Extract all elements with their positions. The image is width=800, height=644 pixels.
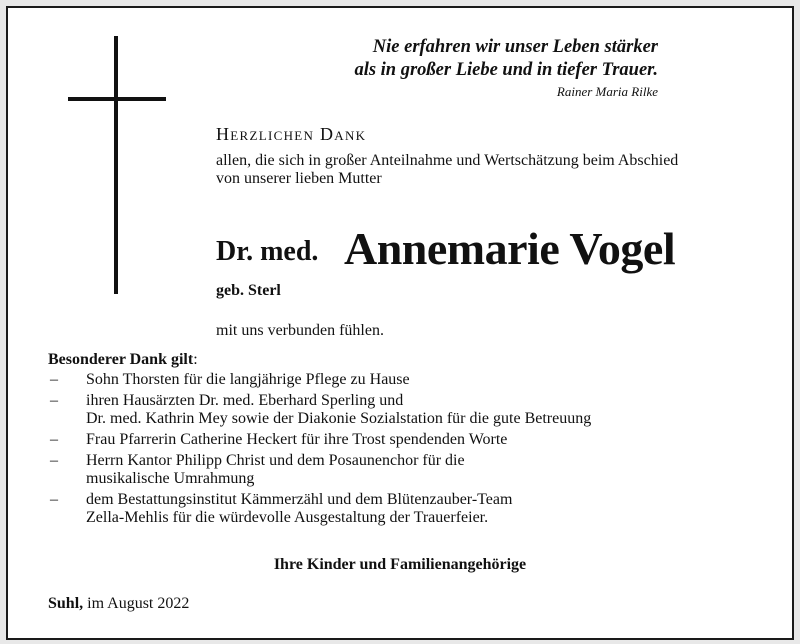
list-item [48,452,778,488]
list-item-line: dem Bestattungsinstitut Kämmerzähl und dem Blütenzauber-Team [86,491,513,508]
list-item [48,431,778,449]
dash-bullet: – [50,371,58,388]
list-item-line: Frau Pfarrerin Catherine Heckert für ihre Trost spendenden Worte [86,431,508,448]
thanks-intro-line-2: von unserer lieben Mutter [216,170,382,187]
deceased-maiden-name: geb. Sterl [216,282,281,299]
thanks-intro [216,152,776,188]
quote-line-2: als in großer Liebe und in tiefer Trauer. [354,60,658,80]
dash-bullet: – [50,392,58,409]
cross-icon-horizontal-bar [68,97,166,101]
place-date [48,595,189,613]
signature: Ihre Kinder und Familienangehörige [273,556,527,573]
special-thanks-heading-colon: : [193,351,198,368]
quote [248,36,658,82]
list-item-line: Zella-Mehlis für die würdevolle Ausgestaltung der Trauerfeier. [86,509,489,526]
list-item [48,371,778,389]
quote-author: Rainer Maria Rilke [556,84,658,99]
thanks-heading: Herzlichen Dank [216,124,367,144]
special-thanks-heading [48,351,198,369]
cross-icon-vertical-bar [114,36,118,294]
special-thanks-list [48,371,778,530]
date: im August 2022 [83,595,190,612]
list-item-line: musikalische Umrahmung [86,470,255,487]
quote-line-1: Nie erfahren wir unser Leben stärker [372,37,658,57]
dash-bullet: – [50,452,58,469]
place: Suhl, [48,595,84,612]
list-item-line: Sohn Thorsten für die langjährige Pflege zu Hause [86,371,410,388]
deceased-title: Dr. med. [216,236,319,267]
special-thanks-heading-bold: Besonderer Dank gilt [48,351,194,368]
deceased-name: Annemarie Vogel [344,223,676,274]
thanks-intro-line-1: allen, die sich in großer Anteilnahme und Wertschätzung beim Abschied [216,152,679,169]
dash-bullet: – [50,491,58,508]
dash-bullet: – [50,431,58,448]
list-item [48,491,778,527]
obituary-notice [6,6,794,640]
closing-line: mit uns verbunden fühlen. [216,322,384,339]
list-item-line: Herrn Kantor Philipp Christ und dem Posaunenchor für die [86,452,465,469]
list-item-line: ihren Hausärzten Dr. med. Eberhard Sperling und [86,392,404,409]
list-item [48,392,778,428]
list-item-line: Dr. med. Kathrin Mey sowie der Diakonie Sozialstation für die gute Betreuung [86,410,592,427]
